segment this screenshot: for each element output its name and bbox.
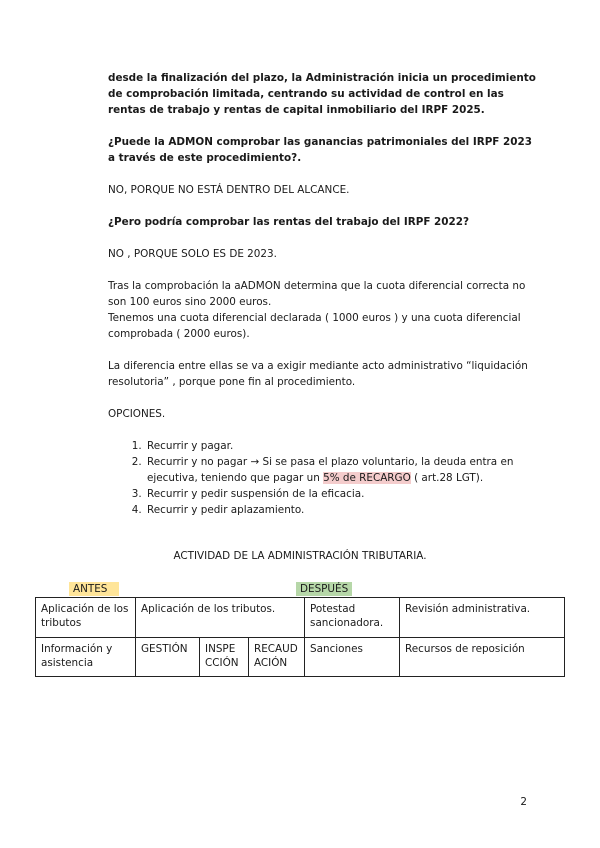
despues-tag: DESPUÉS — [296, 582, 352, 596]
activity-table — [35, 597, 565, 677]
page-number: 2 — [520, 796, 527, 808]
list-item: 4. Recurrir y pedir aplazamiento. — [145, 502, 538, 518]
table-cell: Aplicación de los tributos. — [136, 598, 305, 638]
liquidacion-paragraph: La diferencia entre ellas se va a exigir mediante acto administrativo “liquidación resolutoria” , porque pone fin al procedimiento. — [108, 360, 528, 388]
answer-1: NO, PORQUE NO ESTÁ DENTRO DEL ALCANCE. — [108, 184, 350, 196]
table-cell: Información y asistencia — [36, 638, 136, 677]
list-item — [145, 454, 538, 486]
section-title: ACTIVIDAD DE LA ADMINISTRACIÓN TRIBUTARIA. — [173, 550, 427, 562]
option-2-ref: ( art.28 LGT). — [410, 472, 484, 484]
options-list — [108, 438, 538, 518]
antes-tag: ANTES — [69, 582, 119, 596]
answer-2: NO , PORQUE SOLO ES DE 2023. — [108, 248, 277, 260]
table-row — [36, 598, 565, 638]
table-cell: GESTIÓN — [136, 638, 200, 677]
table-cell: Revisión administrativa. — [400, 598, 565, 638]
table-cell: INSPE CCIÓN — [200, 638, 249, 677]
table-cell: Sanciones — [305, 638, 400, 677]
table-cell: RECAUD ACIÓN — [249, 638, 305, 677]
table-cell: Aplicación de los tributos — [36, 598, 136, 638]
table-cell: Recursos de reposición — [400, 638, 565, 677]
option-2-text: Recurrir y no pagar → Si se pasa el plazo voluntario, la deuda entra en ejecutiva, teniendo que pagar un — [147, 456, 514, 484]
list-item: 1. Recurrir y pagar. — [145, 438, 538, 454]
question-1: ¿Puede la ADMON comprobar las ganancias patrimoniales del IRPF 2023 a través de este procedimiento?. — [108, 136, 532, 164]
cuota-paragraph: Tenemos una cuota diferencial declarada ( 1000 euros ) y una cuota diferencial comprobada ( 2000 euros). — [108, 312, 521, 340]
question-2: ¿Pero podría comprobar las rentas del trabajo del IRPF 2022? — [108, 216, 469, 228]
list-item: 3. Recurrir y pedir suspensión de la eficacia. — [145, 486, 538, 502]
table-cell: Potestad sancionadora. — [305, 598, 400, 638]
comprobacion-paragraph: Tras la comprobación la aADMON determina que la cuota diferencial correcta no son 100 euros sino 2000 euros. — [108, 280, 526, 308]
opciones-heading: OPCIONES. — [108, 408, 166, 420]
intro-paragraph: desde la finalización del plazo, la Administración inicia un procedimiento de comprobación limitada, centrando su actividad de control en las rentas de trabajo y rentas de capital inmobiliario del IRPF 2025. — [108, 72, 536, 116]
table-row — [36, 638, 565, 677]
recargo-highlight: 5% de RECARGO — [323, 472, 411, 484]
